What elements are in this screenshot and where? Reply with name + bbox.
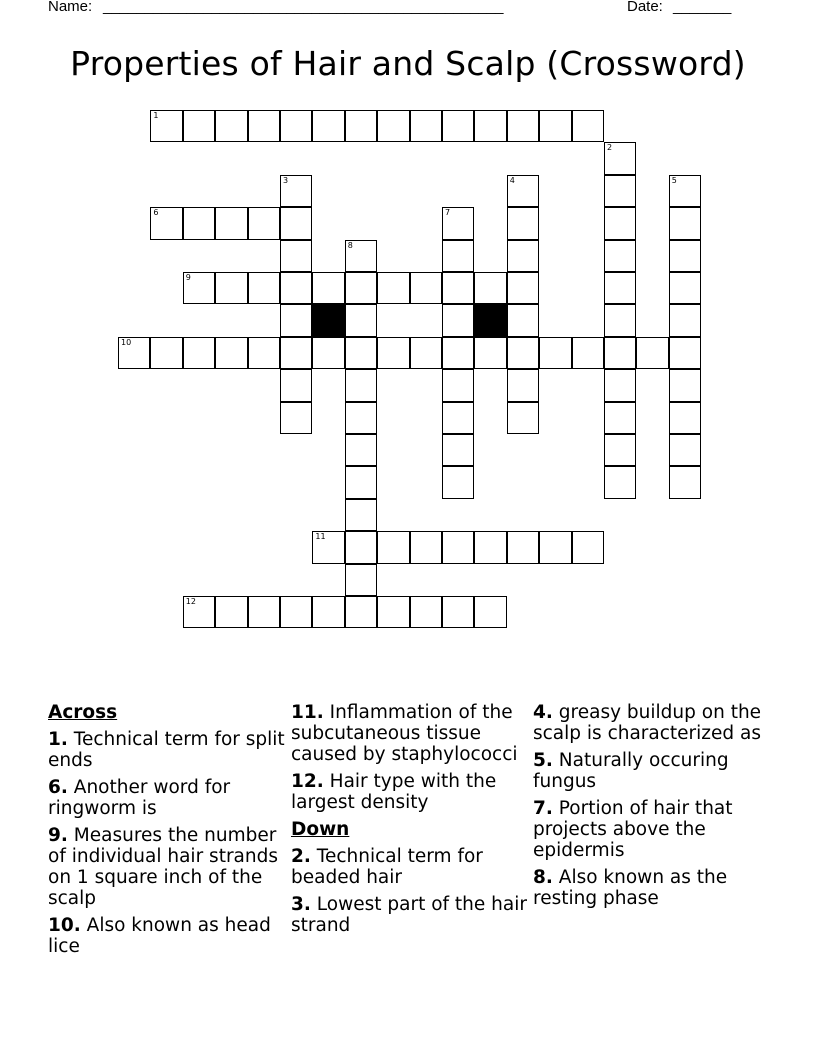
cell-number: 2 — [607, 143, 613, 153]
grid-cell[interactable] — [604, 207, 636, 239]
grid-cell[interactable] — [345, 402, 377, 434]
grid-cell[interactable] — [474, 337, 506, 369]
grid-cell[interactable] — [442, 434, 474, 466]
grid-cell[interactable] — [669, 434, 701, 466]
grid-cell[interactable] — [442, 466, 474, 498]
grid-cell[interactable] — [507, 207, 539, 239]
grid-cell[interactable] — [604, 434, 636, 466]
grid-cell[interactable] — [280, 304, 312, 336]
grid-cell[interactable] — [345, 272, 377, 304]
grid-cell[interactable] — [118, 337, 150, 369]
clue-down-2 — [291, 846, 531, 888]
page-title: Properties of Hair and Scalp (Crossword) — [70, 44, 746, 83]
clue-text: Inflammation of the subcutaneous tissue caused by staphylococci — [291, 702, 518, 765]
date-label: Date: — [627, 0, 663, 15]
grid-cell[interactable] — [442, 110, 474, 142]
grid-cell[interactable] — [507, 304, 539, 336]
grid-cell[interactable] — [345, 434, 377, 466]
grid-cell[interactable] — [604, 402, 636, 434]
date-line: _______ — [673, 0, 732, 15]
grid-cell[interactable] — [345, 596, 377, 628]
grid-cell[interactable] — [215, 207, 247, 239]
grid-cell[interactable] — [604, 175, 636, 207]
grid-cell[interactable] — [442, 531, 474, 563]
grid-cell[interactable] — [410, 272, 442, 304]
clue-number: 4. — [533, 702, 553, 723]
grid-cell[interactable] — [474, 272, 506, 304]
grid-cell[interactable] — [669, 175, 701, 207]
grid-cell[interactable] — [410, 596, 442, 628]
grid-cell[interactable] — [345, 369, 377, 401]
grid-cell[interactable] — [183, 272, 215, 304]
cell-number: 6 — [153, 208, 159, 218]
clue-text: Portion of hair that projects above the epidermis — [533, 798, 733, 861]
grid-cell[interactable] — [442, 207, 474, 239]
grid-cell[interactable] — [150, 337, 182, 369]
grid-cell[interactable] — [248, 272, 280, 304]
grid-cell[interactable] — [183, 207, 215, 239]
clue-text: Technical term for split ends — [48, 729, 285, 771]
grid-cell[interactable] — [669, 466, 701, 498]
grid-cell[interactable] — [572, 110, 604, 142]
across-heading: Across — [48, 702, 118, 723]
clue-text: Measures the number of individual hair strands on 1 square inch of the scalp — [48, 825, 279, 909]
grid-cell[interactable] — [474, 110, 506, 142]
grid-block-cell — [312, 304, 344, 336]
grid-cell[interactable] — [410, 337, 442, 369]
grid-cell[interactable] — [377, 337, 409, 369]
grid-cell[interactable] — [442, 272, 474, 304]
clue-number: 3. — [291, 894, 311, 915]
grid-cell[interactable] — [442, 304, 474, 336]
cell-number: 3 — [283, 175, 289, 185]
grid-cell[interactable] — [280, 207, 312, 239]
cell-number: 5 — [671, 175, 677, 185]
grid-cell[interactable] — [507, 272, 539, 304]
cell-number: 12 — [185, 597, 196, 606]
clue-down-3 — [291, 894, 531, 936]
grid-cell[interactable] — [280, 402, 312, 434]
clue-across-12 — [291, 771, 531, 813]
clue-number: 9. — [48, 825, 68, 846]
down-heading: Down — [291, 819, 350, 840]
grid-cell[interactable] — [280, 337, 312, 369]
grid-cell[interactable] — [280, 175, 312, 207]
grid-cell[interactable] — [507, 402, 539, 434]
clue-number: 11. — [291, 702, 324, 723]
grid-cell[interactable] — [539, 337, 571, 369]
grid-cell[interactable] — [150, 110, 182, 142]
clue-down-5 — [533, 750, 773, 792]
cell-number: 4 — [509, 175, 515, 185]
grid-cell[interactable] — [539, 110, 571, 142]
grid-cell[interactable] — [669, 304, 701, 336]
clue-number: 12. — [291, 771, 324, 792]
grid-cell[interactable] — [280, 110, 312, 142]
clue-text: Naturally occuring fungus — [533, 750, 729, 792]
grid-cell[interactable] — [183, 110, 215, 142]
grid-cell[interactable] — [248, 337, 280, 369]
grid-cell[interactable] — [377, 272, 409, 304]
grid-cell[interactable] — [442, 240, 474, 272]
grid-cell[interactable] — [604, 240, 636, 272]
cell-number: 8 — [347, 240, 353, 250]
grid-cell[interactable] — [215, 596, 247, 628]
grid-cell[interactable] — [669, 369, 701, 401]
grid-cell[interactable] — [410, 110, 442, 142]
grid-cell[interactable] — [442, 369, 474, 401]
clue-across-6 — [48, 777, 288, 819]
grid-cell[interactable] — [636, 337, 668, 369]
grid-cell[interactable] — [345, 304, 377, 336]
clue-column-3 — [533, 702, 773, 915]
name-line: ________________________________________________ — [103, 0, 504, 15]
clue-column-1 — [48, 702, 288, 963]
grid-cell[interactable] — [604, 272, 636, 304]
grid-cell[interactable] — [377, 110, 409, 142]
grid-cell[interactable] — [312, 531, 344, 563]
clue-number: 8. — [533, 867, 553, 888]
grid-cell[interactable] — [507, 337, 539, 369]
grid-cell[interactable] — [345, 337, 377, 369]
grid-cell[interactable] — [345, 531, 377, 563]
grid-cell[interactable] — [183, 596, 215, 628]
grid-cell[interactable] — [507, 531, 539, 563]
cell-number: 7 — [445, 208, 451, 218]
grid-cell[interactable] — [604, 466, 636, 498]
grid-cell[interactable] — [442, 402, 474, 434]
grid-cell[interactable] — [669, 402, 701, 434]
grid-cell[interactable] — [312, 596, 344, 628]
clue-text: Technical term for beaded hair — [291, 846, 483, 888]
grid-cell[interactable] — [669, 337, 701, 369]
grid-cell[interactable] — [669, 272, 701, 304]
grid-cell[interactable] — [280, 369, 312, 401]
grid-cell[interactable] — [345, 499, 377, 531]
grid-cell[interactable] — [280, 240, 312, 272]
clue-across-1 — [48, 729, 288, 771]
grid-cell[interactable] — [312, 110, 344, 142]
cell-number: 9 — [185, 273, 191, 282]
clue-number: 7. — [533, 798, 553, 819]
grid-cell[interactable] — [215, 337, 247, 369]
clue-number: 10. — [48, 915, 81, 936]
grid-cell[interactable] — [312, 337, 344, 369]
clue-text: Hair type with the largest density — [291, 771, 497, 813]
grid-cell[interactable] — [474, 531, 506, 563]
grid-cell[interactable] — [410, 531, 442, 563]
grid-cell[interactable] — [183, 337, 215, 369]
clue-text: greasy buildup on the scalp is characterized as — [533, 702, 762, 744]
grid-cell[interactable] — [474, 596, 506, 628]
clue-across-10 — [48, 915, 288, 957]
grid-cell[interactable] — [377, 596, 409, 628]
grid-cell[interactable] — [669, 240, 701, 272]
clue-text: Also known as the resting phase — [533, 867, 728, 909]
grid-cell[interactable] — [150, 207, 182, 239]
clue-number: 1. — [48, 729, 68, 750]
grid-cell[interactable] — [604, 142, 636, 174]
grid-cell[interactable] — [280, 596, 312, 628]
grid-cell[interactable] — [572, 531, 604, 563]
grid-cell[interactable] — [539, 531, 571, 563]
grid-cell[interactable] — [248, 207, 280, 239]
grid-cell[interactable] — [377, 531, 409, 563]
clue-number: 5. — [533, 750, 553, 771]
clue-down-7 — [533, 798, 773, 861]
grid-cell[interactable] — [248, 596, 280, 628]
grid-cell[interactable] — [507, 369, 539, 401]
clue-text: Lowest part of the hair strand — [291, 894, 527, 936]
cell-number: 1 — [153, 111, 159, 120]
grid-cell[interactable] — [604, 304, 636, 336]
grid-cell[interactable] — [572, 337, 604, 369]
name-label: Name: — [48, 0, 93, 15]
grid-cell[interactable] — [507, 110, 539, 142]
cell-number: 11 — [315, 532, 326, 542]
clue-text: Another word for ringworm is — [48, 777, 231, 819]
clue-text: Also known as head lice — [48, 915, 271, 957]
clue-number: 6. — [48, 777, 68, 798]
clue-across-9 — [48, 825, 288, 909]
clue-down-4 — [533, 702, 773, 744]
grid-block-cell — [474, 304, 506, 336]
clue-number: 2. — [291, 846, 311, 867]
cell-number: 10 — [121, 337, 132, 347]
grid-cell[interactable] — [604, 369, 636, 401]
grid-cell[interactable] — [280, 272, 312, 304]
grid-cell[interactable] — [442, 337, 474, 369]
grid-cell[interactable] — [345, 240, 377, 272]
grid-cell[interactable] — [669, 207, 701, 239]
clue-column-2 — [291, 702, 531, 942]
grid-cell[interactable] — [345, 564, 377, 596]
grid-cell[interactable] — [345, 110, 377, 142]
grid-cell[interactable] — [604, 337, 636, 369]
clue-across-11 — [291, 702, 531, 765]
grid-cell[interactable] — [442, 596, 474, 628]
grid-cell[interactable] — [215, 272, 247, 304]
grid-cell[interactable] — [215, 110, 247, 142]
grid-cell[interactable] — [507, 175, 539, 207]
grid-cell[interactable] — [345, 466, 377, 498]
grid-cell[interactable] — [507, 240, 539, 272]
grid-cell[interactable] — [248, 110, 280, 142]
clue-down-8 — [533, 867, 773, 909]
grid-cell[interactable] — [312, 272, 344, 304]
